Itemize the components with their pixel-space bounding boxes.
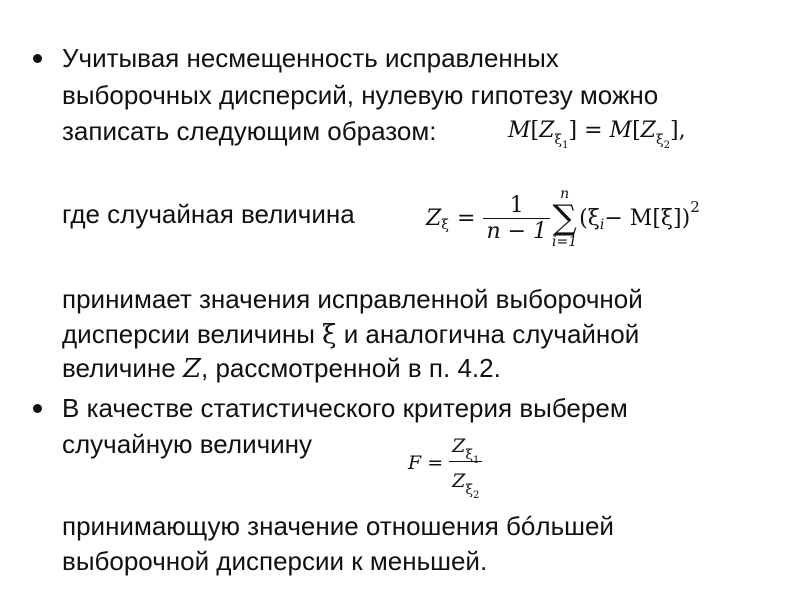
takes3-pre: величине [62,353,176,383]
formula1-index-1: 1 [562,140,569,151]
formula1-xi-left: ξ [554,132,563,148]
formula2-xi-sub: ξ [441,217,450,233]
formula1-M-left: M [508,118,531,143]
formula-null-hypothesis: $M[Z_{\xi_1}] = M[Z_{\xi_2}]$, [508,118,686,151]
formula2-body-rest: − M[ξ]) [604,205,691,231]
bullet-marker-2 [33,404,42,413]
bullet1-where: где случайная величина [62,199,355,229]
bullet1-line1: Учитывая несмещенность исправленных [62,43,559,73]
formula3-Z-bottom: Z [452,469,466,492]
bullet-marker-1 [33,54,42,63]
bullet1-line2: выборочных дисперсий, нулевую гипотезу можно [62,80,659,110]
formula3-Z-top: Z [452,434,466,457]
formula2-body-open: (ξ [579,205,600,231]
formula2-Z: Z [426,205,442,231]
formula3-numerator [449,434,482,466]
formula2-numerator: 1 [509,192,524,218]
bullet2-takes-line2: выборочной дисперсии к меньшей. [62,546,488,576]
bullet1-takes-line3 [62,352,501,386]
sigma-icon: ∑ [552,198,577,238]
xi-symbol: ξ [322,320,337,350]
formula2-fraction [483,193,550,244]
bullet1-takes-line2 [62,318,639,352]
bullet1-takes-line1: принимает значения исправленной выборочной [62,284,643,314]
formula3-F: F [408,452,422,474]
takes2-post: и аналогична случайной [343,319,640,349]
takes2-pre: дисперсии величины [62,319,315,349]
formula2-power: 2 [690,198,700,216]
formula2-denominator: n − 1 [483,218,550,244]
formula3-equals: = [427,452,444,474]
formula1-M-right: M [609,118,633,143]
formula1-Z-left: Z [539,118,555,143]
formula1-xi-right: ξ [655,132,664,148]
z-symbol: Z [182,354,202,384]
formula1-index-2: 2 [663,140,671,151]
formula2-equals: = [457,205,476,231]
formula3-index-1: 1 [473,454,480,466]
formula3-index-2: 2 [473,489,480,501]
formula1-equals: = [584,118,603,143]
formula1-comma: , [678,118,686,143]
formula1-Z-right: Z [640,118,656,143]
formula2-body-i: i [599,217,605,233]
formula2-sum [552,187,577,249]
formula2-sum-upper: n [560,186,570,202]
formula2-sum-lower: i=1 [552,234,578,250]
formula3-xi-bottom: ξ [465,481,474,498]
bullet1-line3: записать следующим образом: [62,116,437,146]
takes3-post: , рассмотренной в п. 4.2. [201,353,501,383]
bullet2-takes-line1: принимающую значение отношения бóльшей [62,511,614,541]
formula3-fraction [449,434,482,501]
formula-f-criterion [408,420,482,506]
bullet2-line2: случайную величину [62,429,313,459]
formula3-xi-top: ξ [465,446,474,463]
bullet2-line1: В качестве статистического критерия выберем [62,393,628,423]
formula-z-definition [426,178,700,258]
